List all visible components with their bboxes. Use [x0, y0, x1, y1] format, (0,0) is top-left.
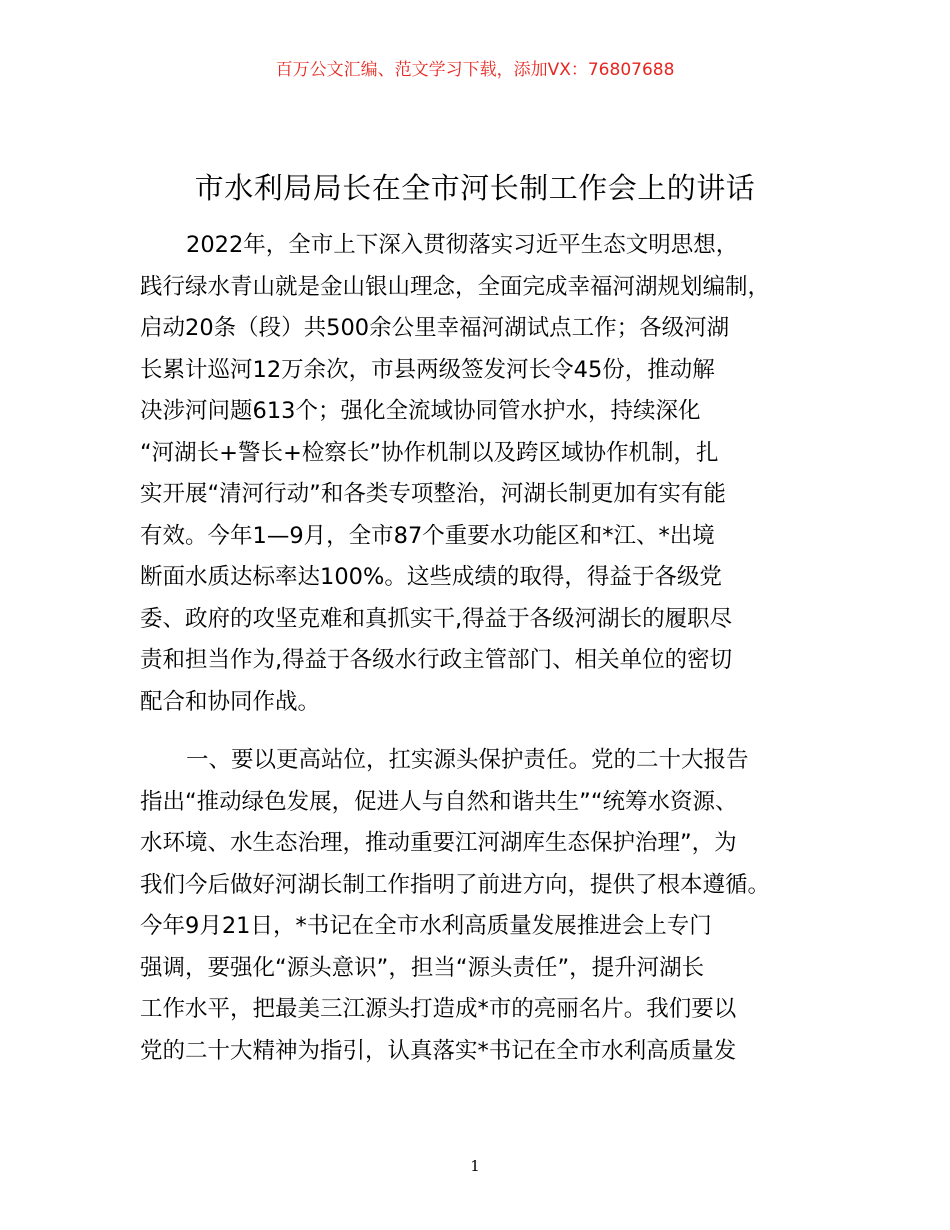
paragraph-line: 启动20条（段）共500余公里幸福河湖试点工作；各级河湖: [140, 315, 730, 341]
paragraph-line: 强调，要强化“源头意识”，担当“源头责任”，提升河湖长: [140, 954, 705, 981]
download-banner: 百万公文汇编、范文学习下载，添加VX：76807688: [275, 60, 675, 80]
paragraph-line: 指出“推动绿色发展，促进人与自然和谐共生”“统筹水资源、: [140, 788, 738, 815]
paragraph-line: 决涉河问题613个；强化全流域协同管水护水，持续深化: [140, 398, 701, 424]
paragraph-line: 践行绿水青山就是金山银山理念，全面完成幸福河湖规划编制，: [140, 273, 771, 300]
paragraph-line: 工作水平，把最美三江源头打造成*市的亮丽名片。我们要以: [140, 996, 737, 1022]
paragraph-line: 委、政府的攻坚克难和真抓实干,得益于各级河湖长的履职尽: [140, 605, 733, 632]
paragraph-line: 断面水质达标率达100%。这些成绩的取得，得益于各级党: [140, 564, 722, 590]
document-title: 市水利局局长在全市河长制工作会上的讲话: [194, 171, 756, 205]
paragraph-line: 党的二十大精神为指引，认真落实*书记在全市水利高质量发: [140, 1037, 737, 1064]
paragraph-line: “河湖长+警长+检察长”协作机制以及跨区域协作机制，扎: [140, 439, 719, 466]
paragraph-line: 长累计巡河12万余次，市县两级签发河长令45份，推动解: [140, 356, 715, 383]
paragraph-line: 配合和协同作战。: [140, 688, 321, 715]
page-number: 1: [470, 1157, 480, 1175]
paragraph-line: 一、要以更高站位，扛实源头保护责任。党的二十大报告: [186, 747, 749, 773]
paragraph-line: 有效。今年1—9月，全市87个重要水功能区和*江、*出境: [140, 522, 715, 549]
paragraph-line: 今年9月21日，*书记在全市水利高质量发展推进会上专门: [140, 913, 712, 939]
paragraph-line: 实开展“清河行动”和各类专项整治，河湖长制更加有实有能: [140, 481, 726, 507]
paragraph-1: [140, 225, 830, 723]
paragraph-line: 我们今后做好河湖长制工作指明了前进方向，提供了根本遵循。: [140, 871, 771, 898]
paragraph-line: 责和担当作为,得益于各级水行政主管部门、相关单位的密切: [140, 647, 733, 673]
paragraph-line: 2022年，全市上下深入贯彻落实习近平生态文明思想，: [186, 232, 739, 258]
paragraph-line: 水环境、水生态治理，推动重要江河湖库生态保护治理”，为: [140, 830, 737, 856]
document-body: [140, 225, 830, 1072]
paragraph-2: [140, 740, 830, 1072]
